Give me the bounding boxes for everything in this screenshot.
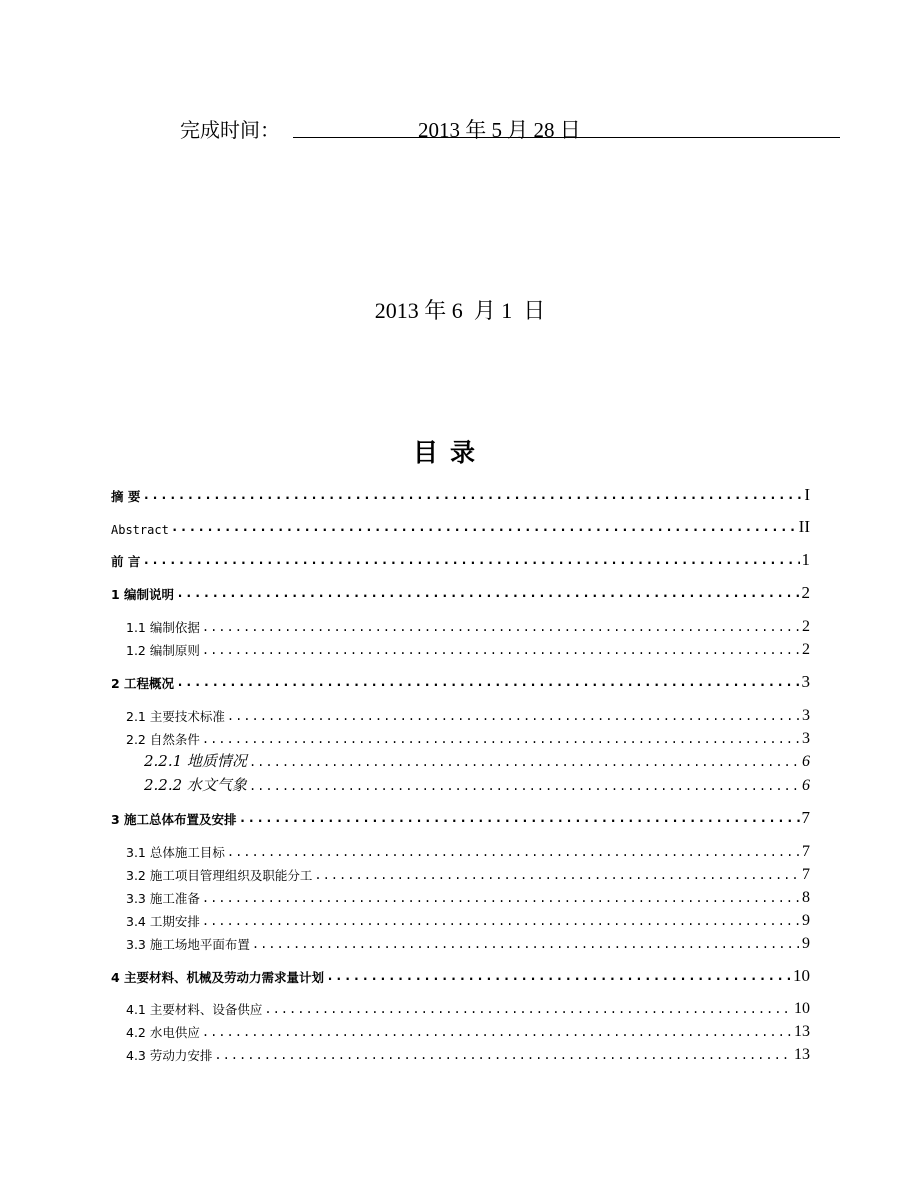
toc-entry-title: 3.3 施工场地平面布置: [126, 937, 250, 952]
toc-entry[interactable]: [126, 1019, 810, 1041]
toc-leader: [202, 641, 800, 659]
toc-entry-page: I: [804, 485, 810, 504]
toc-entry-title: 2 工程概况: [111, 676, 175, 691]
toc-leader: [249, 777, 800, 795]
toc-entry-page: 7: [801, 808, 810, 827]
toc-entry-page: 2: [802, 641, 810, 658]
toc-leader: [326, 968, 791, 986]
toc-leader: [252, 935, 800, 953]
toc-entry[interactable]: [126, 637, 810, 659]
toc-entry-page: 3: [802, 730, 810, 747]
toc-entry[interactable]: [126, 908, 810, 930]
toc-entry-title: 2.2.1 地质情况: [144, 752, 247, 770]
toc-entry-page: 13: [794, 1046, 810, 1063]
toc-entry[interactable]: [111, 515, 810, 537]
toc-entry-page: 6: [802, 753, 810, 770]
toc-entry-title: 2.2 自然条件: [126, 732, 200, 747]
toc-leader: [227, 843, 800, 861]
toc-leader: [202, 912, 800, 930]
completion-time-label: 完成时间：: [180, 118, 280, 142]
toc-entry[interactable]: [111, 548, 810, 570]
toc-entry-page: 2: [802, 618, 810, 635]
toc-entry-page: 7: [802, 866, 810, 883]
toc-entry[interactable]: [111, 483, 810, 505]
table-of-contents: [111, 0, 810, 1191]
toc-entry[interactable]: [126, 726, 810, 748]
toc-entry-title: 3.1 总体施工目标: [126, 845, 225, 860]
toc-entry-title: 摘 要: [111, 489, 141, 504]
toc-leader: [264, 1000, 792, 1018]
toc-entry[interactable]: [126, 1042, 810, 1064]
toc-entry-page: 2: [801, 583, 810, 602]
toc-entry-title: 2.1 主要技术标准: [126, 709, 225, 724]
toc-entry-title: 2.2.2 水文气象: [144, 776, 247, 794]
toc-entry[interactable]: [126, 931, 810, 953]
toc-entry-page: 6: [802, 777, 810, 794]
toc-entry-title: 3.2 施工项目管理组织及职能分工: [126, 868, 313, 883]
toc-entry[interactable]: [111, 806, 810, 828]
toc-entry[interactable]: [126, 862, 810, 884]
toc-leader: [227, 707, 800, 725]
toc-entry-title: 1.1 编制依据: [126, 620, 200, 635]
toc-leader: [314, 866, 800, 884]
toc-title: 目录: [412, 438, 487, 467]
toc-entry[interactable]: [111, 964, 810, 986]
toc-entry[interactable]: [111, 581, 810, 603]
toc-entry-page: 7: [802, 843, 810, 860]
toc-entry-page: 8: [802, 889, 810, 906]
toc-entry-title: 4 主要材料、机械及劳动力需求量计划: [111, 970, 325, 985]
toc-leader: [202, 1023, 792, 1041]
toc-entry-title: 4.2 水电供应: [126, 1025, 200, 1040]
toc-entry-page: 3: [801, 672, 810, 691]
toc-leader: [202, 889, 800, 907]
toc-leader: [202, 730, 800, 748]
report-date: 2013 年 6 月 1 日: [374, 298, 546, 323]
toc-entry-title: 3.3 施工准备: [126, 891, 200, 906]
toc-entry-title: 3 施工总体布置及安排: [111, 812, 237, 827]
toc-leader: [176, 674, 799, 692]
toc-entry-page: 10: [794, 1000, 810, 1017]
toc-leader: [176, 585, 799, 603]
toc-entry[interactable]: [144, 773, 810, 795]
toc-entry[interactable]: [126, 614, 810, 636]
toc-entry-page: II: [798, 517, 810, 536]
toc-entry[interactable]: [126, 703, 810, 725]
toc-entry[interactable]: [126, 885, 810, 907]
toc-leader: [202, 618, 800, 636]
toc-entry-title: Abstract: [111, 523, 169, 537]
toc-entry-title: 4.3 劳动力安排: [126, 1048, 213, 1063]
toc-entry-page: 3: [802, 707, 810, 724]
toc-leader: [142, 487, 802, 505]
toc-leader: [239, 810, 800, 828]
toc-entry-page: 13: [794, 1023, 810, 1040]
toc-entry[interactable]: [126, 839, 810, 861]
toc-entry-title: 1.2 编制原则: [126, 643, 200, 658]
toc-entry-page: 9: [802, 912, 810, 929]
toc-entry-title: 4.1 主要材料、设备供应: [126, 1002, 263, 1017]
toc-entry-page: 10: [793, 966, 810, 985]
toc-leader: [214, 1046, 792, 1064]
toc-entry[interactable]: [126, 996, 810, 1018]
toc-leader: [249, 753, 800, 771]
toc-entry[interactable]: [111, 670, 810, 692]
toc-entry-page: 1: [801, 550, 810, 569]
toc-entry-page: 9: [802, 935, 810, 952]
toc-entry-title: 3.4 工期安排: [126, 914, 200, 929]
toc-entry-title: 1 编制说明: [111, 587, 175, 602]
toc-leader: [171, 519, 797, 537]
completion-time-value: 2013 年 5 月 28 日: [418, 118, 581, 142]
toc-leader: [142, 552, 799, 570]
toc-entry[interactable]: [144, 749, 810, 771]
toc-entry-title: 前 言: [111, 554, 141, 569]
